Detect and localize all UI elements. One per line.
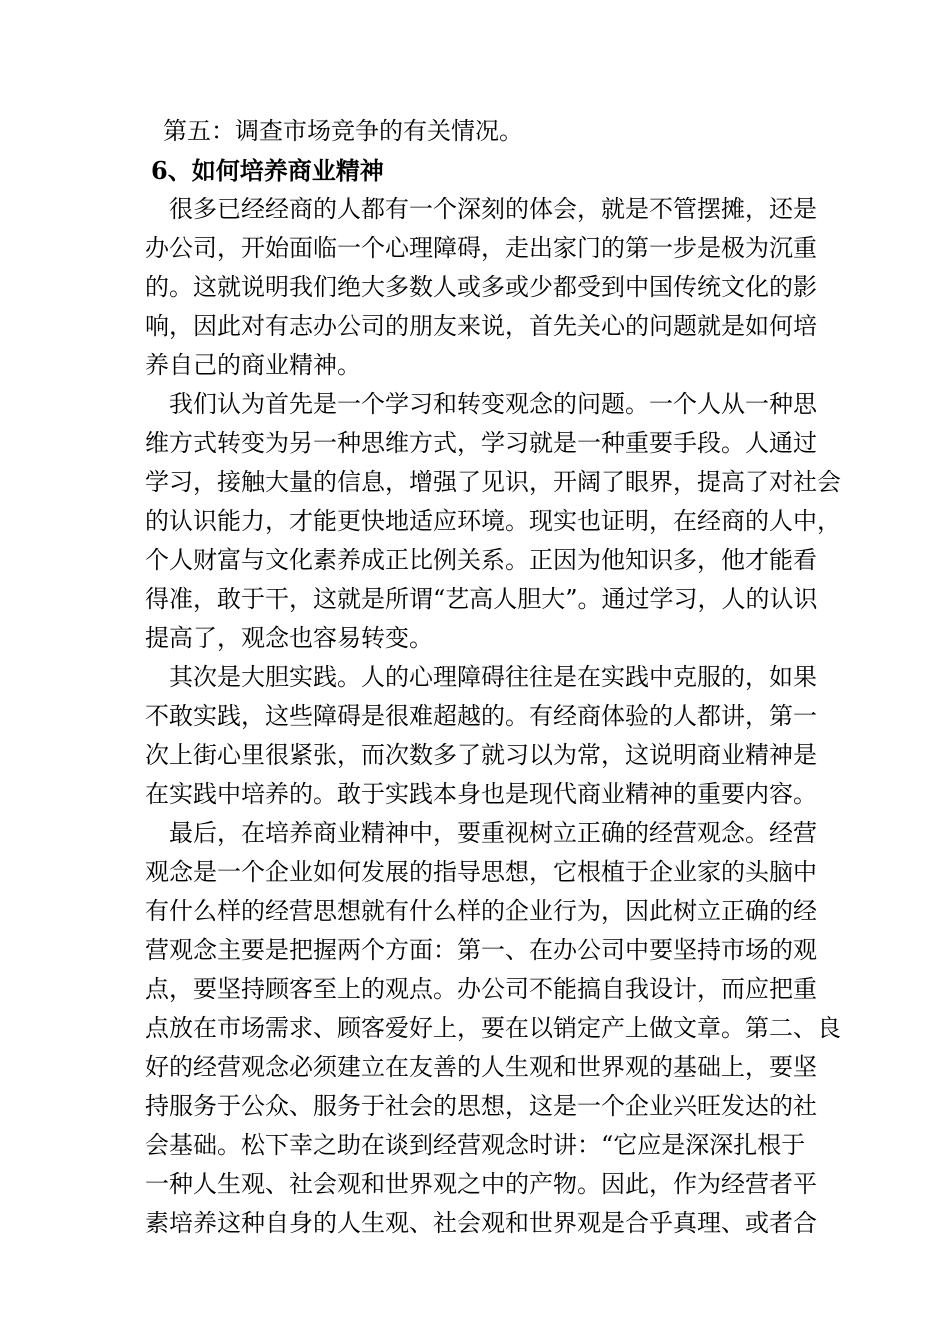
paragraph-4-line-4: 营观念主要是把握两个方面：第一、在办公司中要坚持市场的观	[145, 936, 817, 964]
paragraph-2-line-3: 学习，接触大量的信息，增强了见识，开阔了眼界，提高了对社会	[145, 468, 841, 496]
paragraph-1-line-5: 养自己的商业精神。	[145, 351, 361, 379]
paragraph-3-line-4: 在实践中培养的。敢于实践本身也是现代商业精神的重要内容。	[145, 780, 817, 808]
paragraph-4-line-7: 好的经营观念必须建立在友善的人生观和世界观的基础上，要坚	[145, 1053, 817, 1081]
paragraph-1-line-2: 办公司，开始面临一个心理障碍，走出家门的第一步是极为沉重	[145, 234, 817, 262]
paragraph-2-line-4: 的认识能力，才能更快地适应环境。现实也证明，在经商的人中，	[145, 507, 841, 535]
item-five-line: 第五：调查市场竞争的有关情况。	[163, 117, 523, 145]
paragraph-4-line-10: 一种人生观、社会观和世界观之中的产物。因此，作为经营者平	[145, 1170, 817, 1198]
document-body	[145, 112, 841, 1243]
paragraph-4-line-11: 素培养这种自身的人生观、社会观和世界观是合乎真理、或者合	[145, 1209, 817, 1237]
paragraph-4-line-1: 最后，在培养商业精神中，要重视树立正确的经营观念。经营	[169, 819, 817, 847]
paragraph-2-line-5: 个人财富与文化素养成正比例关系。正因为他知识多，他才能看	[145, 546, 817, 574]
paragraph-1-line-4: 响，因此对有志办公司的朋友来说，首先关心的问题就是如何培	[145, 312, 817, 340]
paragraph-3-line-2: 不敢实践，这些障碍是很难超越的。有经商体验的人都讲，第一	[145, 702, 817, 730]
section-heading: 6、如何培养商业精神	[151, 156, 384, 185]
paragraph-4-line-5: 点，要坚持顾客至上的观点。办公司不能搞自我设计，而应把重	[145, 975, 817, 1003]
paragraph-3-line-1: 其次是大胆实践。人的心理障碍往往是在实践中克服的，如果	[169, 663, 817, 691]
paragraph-2-line-2: 维方式转变为另一种思维方式，学习就是一种重要手段。人通过	[145, 429, 817, 457]
paragraph-4-line-3: 有什么样的经营思想就有什么样的企业行为，因此树立正确的经	[145, 897, 817, 925]
paragraph-2-line-7: 提高了，观念也容易转变。	[145, 624, 433, 652]
paragraph-4-line-9: 会基础。松下幸之助在谈到经营观念时讲：“它应是深深扎根于	[145, 1131, 806, 1159]
paragraph-4-line-6: 点放在市场需求、顾客爱好上，要在以销定产上做文章。第二、良	[145, 1014, 841, 1042]
paragraph-1-line-3: 的。这就说明我们绝大多数人或多或少都受到中国传统文化的影	[145, 273, 817, 301]
paragraph-3-line-3: 次上街心里很紧张，而次数多了就习以为常，这说明商业精神是	[145, 741, 817, 769]
paragraph-2-line-6: 得准，敢于干，这就是所谓“艺高人胆大”。通过学习，人的认识	[145, 585, 818, 613]
paragraph-2-line-1: 我们认为首先是一个学习和转变观念的问题。一个人从一种思	[169, 390, 817, 418]
paragraph-4-line-2: 观念是一个企业如何发展的指导思想，它根植于企业家的头脑中	[145, 858, 817, 886]
paragraph-1-line-1: 很多已经经商的人都有一个深刻的体会，就是不管摆摊，还是	[169, 195, 817, 223]
paragraph-4-line-8: 持服务于公众、服务于社会的思想，这是一个企业兴旺发达的社	[145, 1092, 817, 1120]
